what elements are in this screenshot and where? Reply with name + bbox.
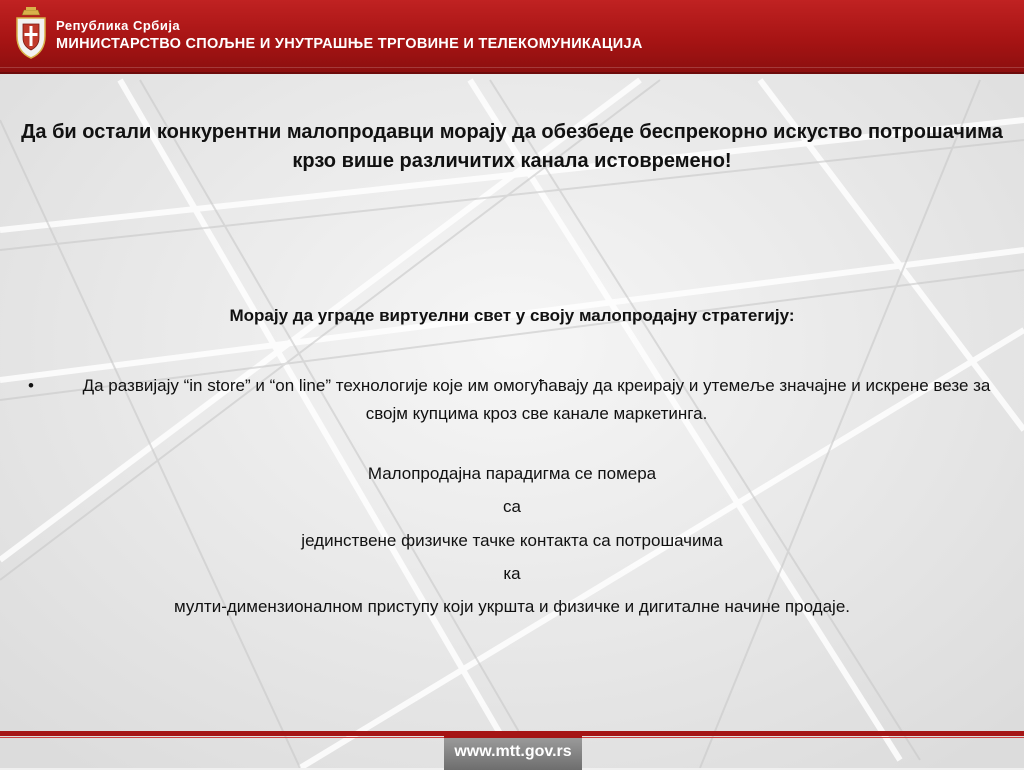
footer-url-tab[interactable] — [444, 736, 582, 770]
footer-url-link[interactable]: www.mtt.gov.rs — [454, 743, 572, 760]
page-title: Да би остали конкурентни малопродавци морају да обезбеде беспрекорно искуство потрошачима крзо више различитих канала истовремено! — [21, 121, 1003, 172]
header-bar — [0, 0, 1024, 74]
paradigm-from-label: са — [503, 497, 521, 516]
coat-of-arms-icon — [14, 6, 48, 62]
header-ministry: МИНИСТАРСТВО СПОЉНЕ И УНУТРАШЊЕ ТРГОВИНЕ И ТЕЛЕКОМУНИКАЦИЈА — [56, 36, 643, 52]
bullet-marker: • — [28, 376, 34, 395]
paradigm-line: Малопродајна парадигма се помера — [367, 464, 657, 483]
header-country: Република Србија — [56, 18, 181, 33]
paradigm-to-label: ка — [503, 564, 521, 583]
paradigm-to-text: мулти-димензионалном приступу који укршта и физичке и дигиталне начине продаје. — [174, 597, 850, 616]
section-heading: Морају да уграде виртуелни свет у своју малопродајну стратегију: — [229, 306, 795, 325]
paradigm-from-text: јединствене физичке тачке контакта са потрошачима — [301, 531, 723, 550]
bullet-text: Да развијају “in store” и “on line” технологије које им омогућавају да креирају и утемеље значајне и искрене везе за својм купцима кроз све канале маркетинга. — [82, 376, 991, 423]
